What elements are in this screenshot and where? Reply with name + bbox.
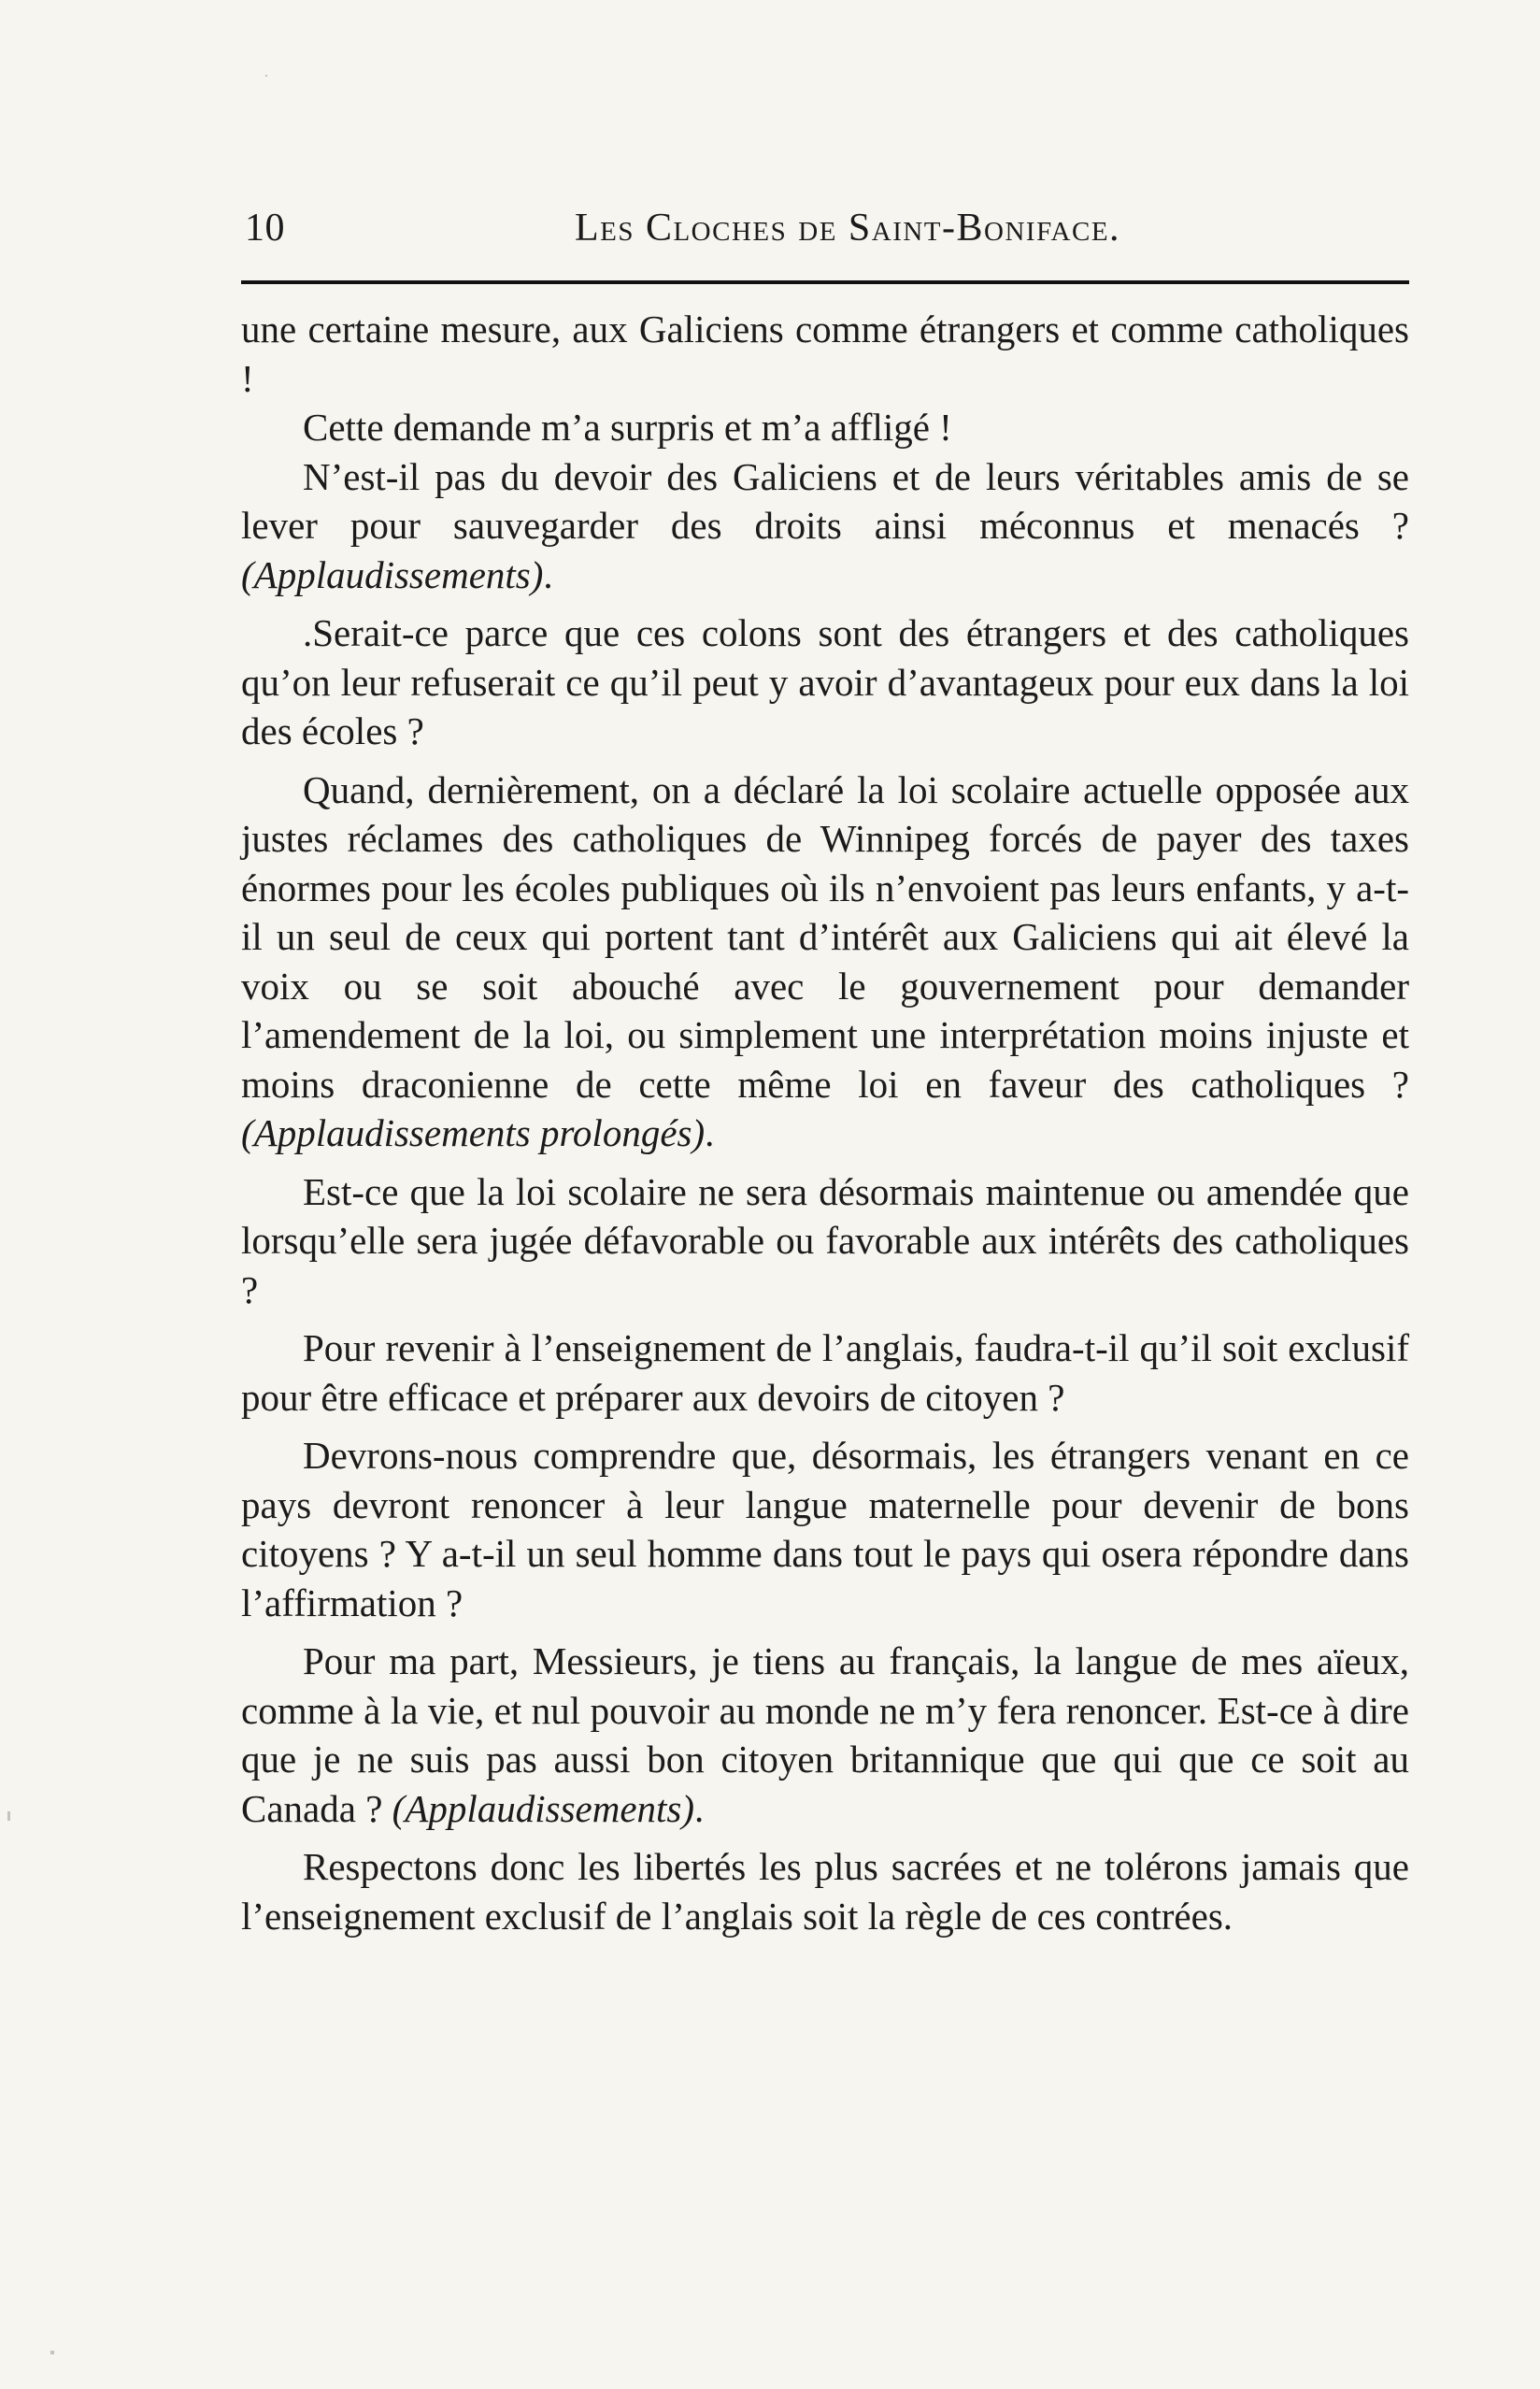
- paragraph-10-text: Respectons donc les libertés les plus sacrées et ne tolérons jamais que l’enseignement exclusif de l’anglais soit la règle de ces contrées.: [241, 1845, 1409, 1938]
- paragraph-4-text: .Serait-ce parce que ces colons sont des étrangers et des catholiques qu’on leur refuserait ce qu’il peut y avoir d’avantageux pour eux dans la loi des écoles ?: [241, 611, 1409, 752]
- paragraph-3-tail: .: [543, 552, 553, 596]
- paragraph-9-italic-text: (Applaudissements): [392, 1786, 695, 1830]
- page-number: 10: [245, 207, 285, 250]
- paragraph-5-tail: .: [705, 1111, 715, 1154]
- paragraph-9: [241, 1637, 1409, 1833]
- header-rule: [241, 280, 1409, 284]
- paragraph-9-tail: .: [694, 1786, 705, 1830]
- paragraph-6-text: Est-ce que la loi scolaire ne sera désormais maintenue ou amendée que lorsqu’elle sera jugée défavorable ou favorable aux intérêts des catholiques ?: [241, 1169, 1409, 1311]
- paragraph-6: [241, 1167, 1409, 1315]
- paragraph-5-text: Quand, dernièrement, on a déclaré la loi scolaire actuelle opposée aux justes réclames des catholiques de Winnipeg forcés de payer des taxes énormes pour les écoles publiques où ils n’envoient pas leurs enfants, y a-t-il un seul de ceux qui portent tant d’intérêt aux Galiciens qui ait élevé la voix ou se soit abouché avec le gouvernement pour demander l’amendement de la loi, ou simplement une interprétation moins injuste et moins draconienne de cette même loi en faveur des catholiques ?: [241, 767, 1409, 1106]
- paragraph-10: [241, 1842, 1409, 1940]
- paragraph-5: [241, 765, 1409, 1158]
- paragraph-8-text: Devrons-nous comprendre que, désormais, les étrangers venant en ce pays devront renoncer à leur langue maternelle pour devenir de bons citoyens ? Y a-t-il un seul homme dans tout le pays qui osera répondre dans l’affirmation ?: [241, 1434, 1409, 1624]
- paragraph-4: [241, 608, 1409, 756]
- paragraph-8: [241, 1431, 1409, 1627]
- left-scan-mark: [7, 1811, 10, 1821]
- running-title: Les Cloches de Saint-Boniface.: [574, 207, 1121, 250]
- top-scan-dot: [265, 75, 267, 77]
- paragraph-7-text: Pour revenir à l’enseignement de l’anglais, faudra-t-il qu’il soit exclusif pour être efficace et préparer aux devoirs de citoyen ?: [241, 1326, 1409, 1419]
- paragraph-2: [241, 403, 1409, 452]
- paragraph-3-italic-text: (Applaudissements): [241, 552, 544, 596]
- paragraph-5-italic-text: (Applaudissements prolongés): [241, 1111, 706, 1154]
- paragraph-9-text: Pour ma part, Messieurs, je tiens au français, la langue de mes aïeux, comme à la vie, et nul pouvoir au monde ne m’y fera renoncer. Est-ce à dire que je ne suis pas aussi bon citoyen britannique que qui que ce soit au Canada ?: [241, 1639, 1409, 1830]
- bottom-left-scan-mark: [50, 2351, 54, 2354]
- body-text: [241, 305, 1409, 1940]
- paragraph-3: [241, 452, 1409, 600]
- paragraph-7: [241, 1323, 1409, 1422]
- paragraph-2-text: Cette demande m’a surpris et m’a affligé !: [303, 406, 952, 449]
- page-header: [245, 206, 1413, 262]
- paragraph-1: [241, 305, 1409, 403]
- paragraph-1-text: une certaine mesure, aux Galiciens comme étrangers et comme catholiques !: [241, 308, 1409, 400]
- paragraph-3-text: N’est-il pas du devoir des Galiciens et de leurs véritables amis de se lever pour sauvegarder des droits ainsi méconnus et menacés ?: [241, 454, 1409, 547]
